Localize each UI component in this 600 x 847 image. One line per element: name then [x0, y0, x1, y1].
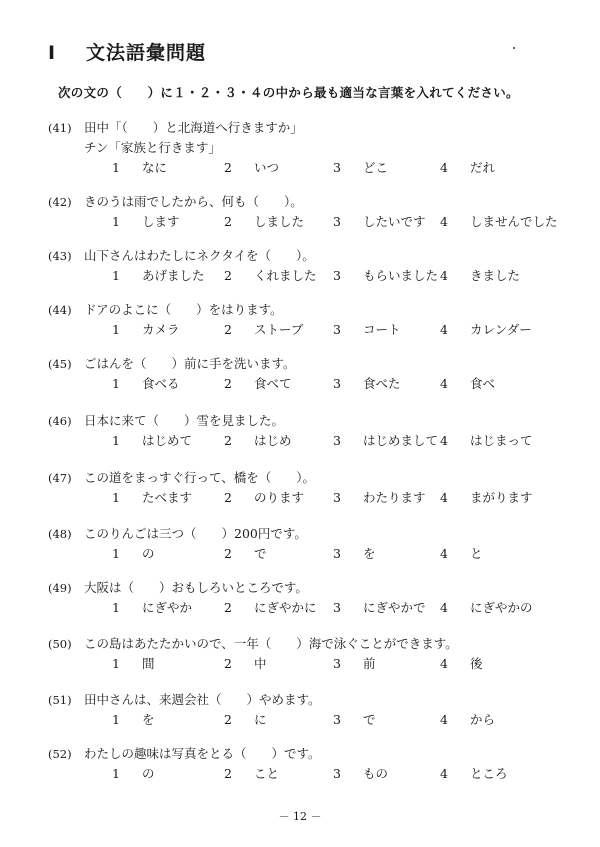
option-text: したいです — [363, 214, 426, 229]
answer-options — [48, 320, 568, 340]
question-number: (52) — [48, 747, 72, 761]
answer-options — [48, 158, 568, 178]
question-stem — [48, 246, 568, 266]
option-number: 2 — [224, 600, 232, 615]
question-item — [48, 690, 568, 730]
option-text: コート — [363, 322, 401, 337]
answer-option[interactable] — [112, 764, 155, 784]
question-stem — [48, 300, 568, 320]
answer-option[interactable] — [224, 374, 292, 394]
option-text: を — [363, 546, 376, 561]
option-text: しませんでした — [470, 214, 558, 229]
option-number: 2 — [224, 766, 232, 781]
question-text: この道をまっすぐ行って、橋を（ ）。 — [84, 470, 316, 485]
answer-option[interactable] — [112, 266, 205, 286]
question-number: (50) — [48, 637, 72, 651]
option-text: はじめまして — [363, 433, 439, 448]
question-text: きのうは雨でしたから、何も（ ）。 — [84, 194, 303, 209]
option-text: のります — [254, 490, 305, 505]
question-item — [48, 246, 568, 286]
option-number: 1 — [112, 656, 120, 671]
answer-option[interactable] — [224, 488, 304, 508]
page-number: － 12 － — [278, 810, 322, 823]
answer-option[interactable] — [112, 431, 192, 451]
question-item — [48, 118, 568, 178]
option-text: に — [254, 712, 267, 727]
option-text: あげました — [142, 268, 205, 283]
option-text: にぎやかの — [470, 600, 533, 615]
question-number: (43) — [48, 249, 72, 263]
question-text: わたしの趣味は写真をとる（ ）です。 — [84, 746, 321, 761]
answer-option[interactable] — [440, 710, 495, 730]
question-item — [48, 468, 568, 508]
answer-option[interactable] — [224, 544, 267, 564]
option-text: 食べた — [363, 376, 401, 391]
question-text: 田中さんは、来週会社（ ）やめます。 — [84, 692, 321, 707]
option-text: わたります — [363, 490, 426, 505]
stray-mark — [513, 47, 515, 49]
answer-option[interactable] — [333, 212, 426, 232]
option-number: 4 — [440, 546, 448, 561]
answer-options — [48, 266, 568, 286]
answer-option[interactable] — [440, 158, 495, 178]
answer-option[interactable] — [333, 764, 388, 784]
option-text: にぎやか — [142, 600, 193, 615]
option-number: 3 — [333, 712, 341, 727]
answer-option[interactable] — [333, 488, 426, 508]
answer-option[interactable] — [440, 431, 533, 451]
option-text: します — [142, 214, 180, 229]
answer-option[interactable] — [333, 598, 426, 618]
answer-option[interactable] — [112, 488, 192, 508]
option-text: ところ — [470, 766, 508, 781]
answer-option[interactable] — [333, 374, 401, 394]
option-text: 食べ — [470, 376, 496, 391]
answer-options — [48, 598, 568, 618]
option-text: から — [470, 712, 496, 727]
option-number: 4 — [440, 490, 448, 505]
answer-options — [48, 544, 568, 564]
question-stem — [48, 578, 568, 598]
option-number: 4 — [440, 268, 448, 283]
question-text: 大阪は（ ）おもしろいところです。 — [84, 580, 308, 595]
question-item — [48, 354, 568, 394]
answer-option[interactable] — [224, 710, 267, 730]
option-text: にぎやかで — [363, 600, 426, 615]
question-number: (47) — [48, 471, 72, 485]
instruction-text: 次の文の（ ）に１・２・３・４の中から最も適当な言葉を入れてください。 — [58, 85, 519, 100]
answer-option[interactable] — [112, 320, 180, 340]
answer-option[interactable] — [333, 710, 376, 730]
option-text: どこ — [363, 160, 389, 175]
option-number: 2 — [224, 268, 232, 283]
option-text: はじまって — [470, 433, 533, 448]
option-number: 3 — [333, 766, 341, 781]
option-text: 前 — [363, 656, 376, 671]
option-number: 3 — [333, 268, 341, 283]
option-number: 4 — [440, 712, 448, 727]
question-item — [48, 578, 568, 618]
option-number: 2 — [224, 214, 232, 229]
option-text: カレンダー — [470, 322, 532, 337]
answer-option[interactable] — [112, 544, 155, 564]
option-number: 4 — [440, 433, 448, 448]
option-text: カメラ — [142, 322, 180, 337]
option-number: 3 — [333, 160, 341, 175]
section-title — [48, 38, 206, 65]
answer-options — [48, 212, 568, 232]
option-number: 2 — [224, 433, 232, 448]
option-number: 2 — [224, 656, 232, 671]
answer-options — [48, 431, 568, 451]
question-text: 田中「（ ）と北海道へ行きますか」 — [84, 120, 303, 135]
option-number: 2 — [224, 322, 232, 337]
option-text: はじめ — [254, 433, 292, 448]
option-text: の — [142, 546, 155, 561]
answer-option[interactable] — [224, 431, 292, 451]
option-text: で — [363, 712, 376, 727]
option-number: 2 — [224, 376, 232, 391]
option-text: しました — [254, 214, 305, 229]
question-stem — [48, 354, 568, 374]
option-text: にぎやかに — [254, 600, 317, 615]
question-number: (48) — [48, 527, 72, 541]
answer-option[interactable] — [112, 654, 155, 674]
option-number: 1 — [112, 214, 120, 229]
question-number: (46) — [48, 414, 72, 428]
option-number: 4 — [440, 322, 448, 337]
question-stem — [48, 524, 568, 544]
question-item — [48, 300, 568, 340]
option-number: 3 — [333, 322, 341, 337]
option-number: 3 — [333, 376, 341, 391]
answer-option[interactable] — [440, 544, 483, 564]
question-text: ごはんを（ ）前に手を洗います。 — [84, 356, 296, 371]
question-item — [48, 744, 568, 784]
option-number: 1 — [112, 160, 120, 175]
answer-option[interactable] — [224, 266, 317, 286]
option-text: を — [142, 712, 155, 727]
question-text: チン「家族と行きます」 — [84, 140, 221, 155]
option-number: 4 — [440, 160, 448, 175]
answer-option[interactable] — [440, 266, 520, 286]
answer-option[interactable] — [112, 212, 180, 232]
option-number: 4 — [440, 766, 448, 781]
option-number: 1 — [112, 600, 120, 615]
answer-option[interactable] — [333, 431, 438, 451]
option-number: 1 — [112, 433, 120, 448]
answer-option[interactable] — [224, 764, 279, 784]
option-number: 1 — [112, 268, 120, 283]
question-text: このりんごは三つ（ ）200円です。 — [84, 526, 307, 541]
section-title-text: 文法語彙問題 — [86, 42, 207, 64]
option-text: たべます — [142, 490, 193, 505]
question-number: (41) — [48, 121, 72, 135]
option-number: 2 — [224, 712, 232, 727]
answer-option[interactable] — [440, 598, 533, 618]
answer-options — [48, 710, 568, 730]
option-number: 3 — [333, 656, 341, 671]
question-stem — [48, 411, 568, 431]
question-item — [48, 411, 568, 451]
question-stem — [48, 118, 568, 138]
answer-option[interactable] — [440, 654, 483, 674]
option-text: いつ — [254, 160, 280, 175]
option-text: だれ — [470, 160, 496, 175]
answer-option[interactable] — [333, 544, 376, 564]
question-stem — [48, 192, 568, 212]
option-number: 4 — [440, 376, 448, 391]
question-number: (45) — [48, 357, 72, 371]
question-text: 日本に来て（ ）雪を見ました。 — [84, 413, 285, 428]
option-number: 1 — [112, 712, 120, 727]
option-text: くれました — [254, 268, 317, 283]
section-number: I — [48, 42, 57, 64]
option-number: 1 — [112, 546, 120, 561]
question-number: (49) — [48, 581, 72, 595]
option-text: 食べて — [254, 376, 292, 391]
question-stem — [48, 138, 568, 158]
answer-options — [48, 488, 568, 508]
option-text: こと — [254, 766, 280, 781]
answer-option[interactable] — [112, 598, 192, 618]
option-number: 4 — [440, 214, 448, 229]
option-text: なに — [142, 160, 168, 175]
option-text: はじめて — [142, 433, 193, 448]
answer-option[interactable] — [224, 598, 317, 618]
question-number: (42) — [48, 195, 72, 209]
question-item — [48, 192, 568, 232]
answer-option[interactable] — [440, 320, 532, 340]
question-stem — [48, 468, 568, 488]
option-number: 3 — [333, 546, 341, 561]
option-number: 3 — [333, 433, 341, 448]
answer-option[interactable] — [440, 212, 558, 232]
option-text: きました — [470, 268, 521, 283]
question-stem — [48, 744, 568, 764]
option-text: まがります — [470, 490, 533, 505]
question-item — [48, 634, 568, 674]
option-number: 2 — [224, 546, 232, 561]
question-text: この島はあたたかいので、一年（ ）海で泳ぐことができます。 — [84, 636, 458, 651]
option-number: 2 — [224, 160, 232, 175]
answer-options — [48, 654, 568, 674]
answer-option[interactable] — [440, 764, 508, 784]
answer-options — [48, 764, 568, 784]
option-number: 2 — [224, 490, 232, 505]
answer-option[interactable] — [333, 654, 376, 674]
answer-option[interactable] — [224, 212, 304, 232]
answer-option[interactable] — [440, 488, 533, 508]
option-text: 間 — [142, 656, 155, 671]
option-number: 3 — [333, 490, 341, 505]
question-item — [48, 524, 568, 564]
question-text: ドアのよこに（ ）をはります。 — [84, 302, 283, 317]
option-text: もの — [363, 766, 389, 781]
option-number: 1 — [112, 376, 120, 391]
option-text: 食べる — [142, 376, 180, 391]
question-stem — [48, 690, 568, 710]
option-number: 1 — [112, 766, 120, 781]
question-text: 山下さんはわたしにネクタイを（ ）。 — [84, 248, 315, 263]
option-number: 1 — [112, 490, 120, 505]
answer-option[interactable] — [333, 266, 438, 286]
answer-option[interactable] — [333, 320, 401, 340]
answer-option[interactable] — [224, 158, 279, 178]
option-number: 3 — [333, 214, 341, 229]
option-text: 後 — [470, 656, 483, 671]
option-number: 3 — [333, 600, 341, 615]
option-number: 1 — [112, 322, 120, 337]
answer-option[interactable] — [333, 158, 388, 178]
answer-option[interactable] — [112, 374, 180, 394]
answer-option[interactable] — [224, 654, 267, 674]
answer-options — [48, 374, 568, 394]
option-text: 中 — [254, 656, 267, 671]
option-text: で — [254, 546, 267, 561]
option-text: ストーブ — [254, 322, 304, 337]
question-stem — [48, 634, 568, 654]
option-text: の — [142, 766, 155, 781]
answer-option[interactable] — [112, 710, 155, 730]
answer-option[interactable] — [224, 320, 303, 340]
answer-option[interactable] — [440, 374, 495, 394]
option-number: 4 — [440, 656, 448, 671]
question-number: (51) — [48, 693, 72, 707]
option-text: と — [470, 546, 483, 561]
option-number: 4 — [440, 600, 448, 615]
question-number: (44) — [48, 303, 72, 317]
answer-option[interactable] — [112, 158, 167, 178]
option-text: もらいました — [363, 268, 439, 283]
